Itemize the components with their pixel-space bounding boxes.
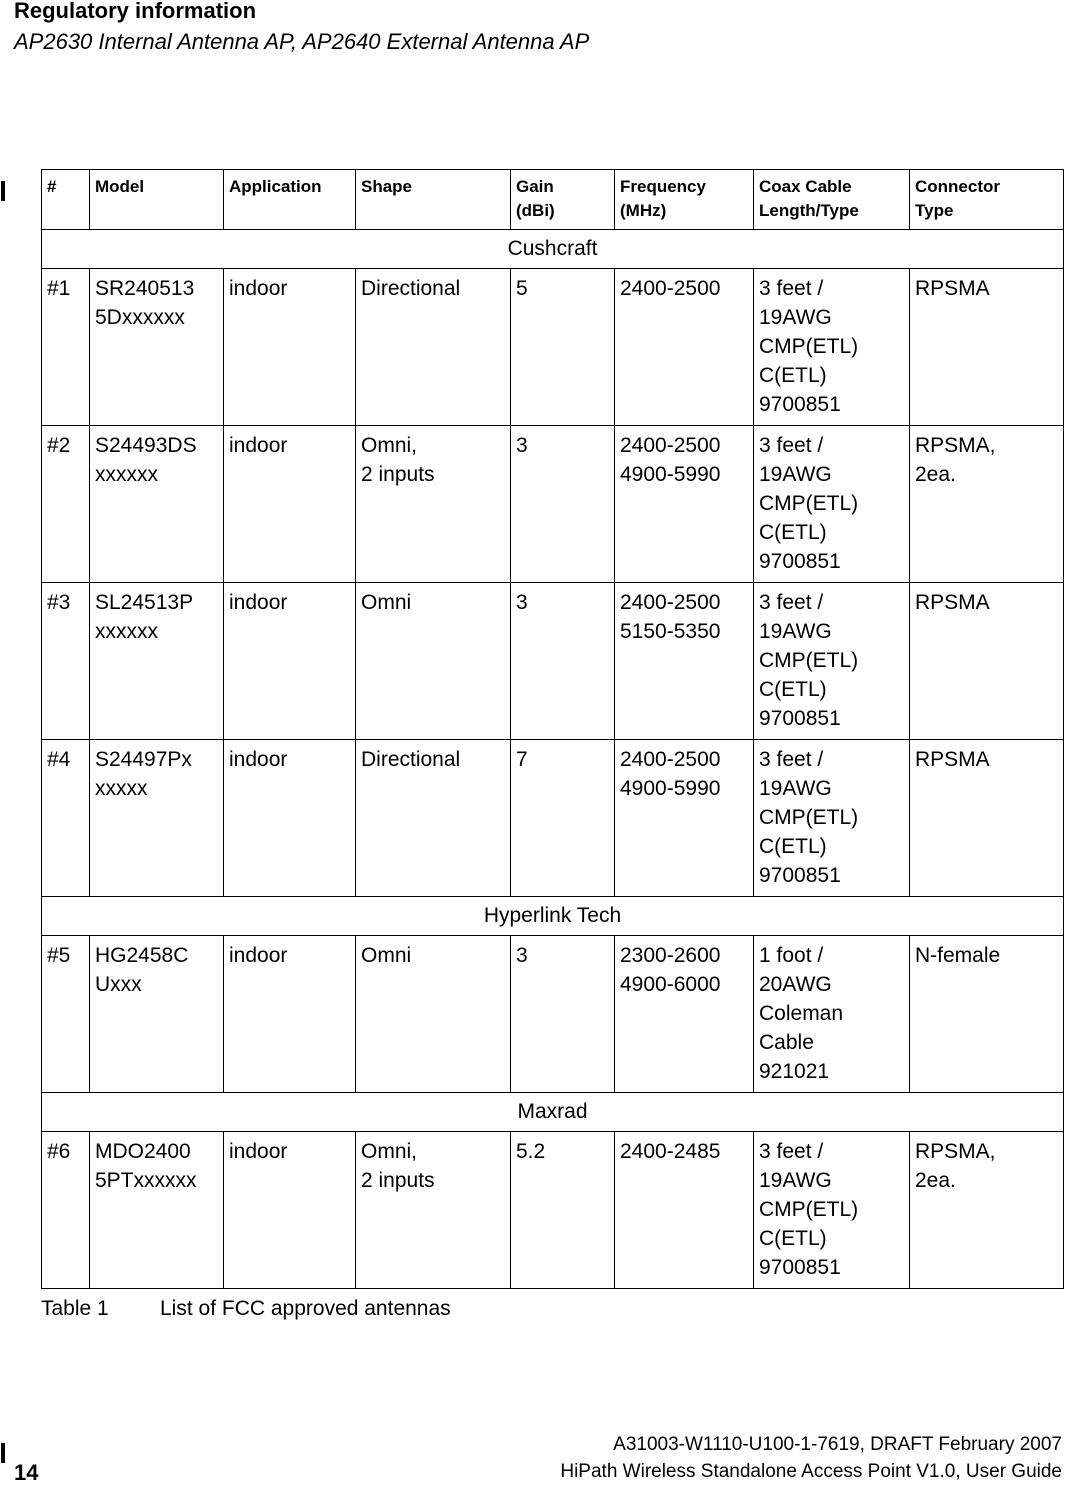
column-header: Application bbox=[224, 170, 356, 230]
cell-number: #4 bbox=[42, 740, 90, 897]
change-bar-top bbox=[1, 181, 5, 201]
column-header: Gain (dBi) bbox=[511, 170, 615, 230]
column-header: # bbox=[42, 170, 90, 230]
cell-application: indoor bbox=[224, 1132, 356, 1289]
cell-gain: 7 bbox=[511, 740, 615, 897]
cell-connector: RPSMA, 2ea. bbox=[910, 1132, 1064, 1289]
cell-number: #2 bbox=[42, 426, 90, 583]
cell-cable: 3 feet / 19AWG CMP(ETL) C(ETL) 9700851 bbox=[754, 426, 910, 583]
cell-application: indoor bbox=[224, 269, 356, 426]
table-caption bbox=[41, 1296, 451, 1322]
table-row bbox=[42, 269, 1064, 426]
page-number: 14 bbox=[14, 1460, 39, 1485]
cell-shape: Omni, 2 inputs bbox=[356, 426, 511, 583]
manufacturer-name: Cushcraft bbox=[42, 230, 1064, 269]
cell-model: S24493DS xxxxxx bbox=[90, 426, 224, 583]
cell-model: SL24513P xxxxxx bbox=[90, 583, 224, 740]
cell-shape: Omni bbox=[356, 936, 511, 1093]
cell-gain: 3 bbox=[511, 583, 615, 740]
table-row bbox=[42, 936, 1064, 1093]
cell-application: indoor bbox=[224, 583, 356, 740]
table-header-row bbox=[42, 170, 1064, 230]
column-header: Coax Cable Length/Type bbox=[754, 170, 910, 230]
table-row bbox=[42, 1132, 1064, 1289]
cell-connector: N-female bbox=[910, 936, 1064, 1093]
cell-model: S24497Px xxxxx bbox=[90, 740, 224, 897]
table-caption-label: Table 1 bbox=[41, 1297, 109, 1320]
running-header-title: Regulatory information bbox=[14, 0, 257, 23]
manufacturer-group-row bbox=[42, 1093, 1064, 1132]
cell-cable: 3 feet / 19AWG CMP(ETL) C(ETL) 9700851 bbox=[754, 1132, 910, 1289]
cell-cable: 3 feet / 19AWG CMP(ETL) C(ETL) 9700851 bbox=[754, 269, 910, 426]
cell-connector: RPSMA, 2ea. bbox=[910, 426, 1064, 583]
change-bar-bottom bbox=[1, 1443, 5, 1463]
cell-frequency: 2400-2500 4900-5990 bbox=[615, 426, 754, 583]
cell-cable: 3 feet / 19AWG CMP(ETL) C(ETL) 9700851 bbox=[754, 740, 910, 897]
cell-connector: RPSMA bbox=[910, 740, 1064, 897]
cell-frequency: 2400-2500 4900-5990 bbox=[615, 740, 754, 897]
running-header-subtitle: AP2630 Internal Antenna AP, AP2640 External Antenna AP bbox=[14, 29, 590, 54]
column-header: Frequency (MHz) bbox=[615, 170, 754, 230]
cell-shape: Directional bbox=[356, 269, 511, 426]
cell-frequency: 2400-2500 5150-5350 bbox=[615, 583, 754, 740]
cell-gain: 3 bbox=[511, 426, 615, 583]
manufacturer-name: Maxrad bbox=[42, 1093, 1064, 1132]
cell-connector: RPSMA bbox=[910, 269, 1064, 426]
column-header: Shape bbox=[356, 170, 511, 230]
cell-model: HG2458C Uxxx bbox=[90, 936, 224, 1093]
cell-frequency: 2400-2485 bbox=[615, 1132, 754, 1289]
manufacturer-group-row bbox=[42, 897, 1064, 936]
cell-shape: Omni, 2 inputs bbox=[356, 1132, 511, 1289]
cell-number: #1 bbox=[42, 269, 90, 426]
footer-doc-id: A31003-W1110-U100-1-7619, DRAFT February 2007 bbox=[613, 1434, 1062, 1455]
table-row bbox=[42, 583, 1064, 740]
antenna-table bbox=[41, 169, 1064, 1289]
cell-gain: 5.2 bbox=[511, 1132, 615, 1289]
cell-number: #5 bbox=[42, 936, 90, 1093]
table-caption-text: List of FCC approved antennas bbox=[160, 1297, 451, 1320]
cell-gain: 5 bbox=[511, 269, 615, 426]
cell-connector: RPSMA bbox=[910, 583, 1064, 740]
cell-cable: 3 feet / 19AWG CMP(ETL) C(ETL) 9700851 bbox=[754, 583, 910, 740]
table-row bbox=[42, 426, 1064, 583]
cell-model: SR240513 5Dxxxxxx bbox=[90, 269, 224, 426]
cell-number: #6 bbox=[42, 1132, 90, 1289]
cell-frequency: 2400-2500 bbox=[615, 269, 754, 426]
manufacturer-group-row bbox=[42, 230, 1064, 269]
cell-number: #3 bbox=[42, 583, 90, 740]
cell-shape: Omni bbox=[356, 583, 511, 740]
cell-application: indoor bbox=[224, 740, 356, 897]
cell-frequency: 2300-2600 4900-6000 bbox=[615, 936, 754, 1093]
column-header: Connector Type bbox=[910, 170, 1064, 230]
cell-application: indoor bbox=[224, 426, 356, 583]
column-header: Model bbox=[90, 170, 224, 230]
document-footer bbox=[560, 1431, 1062, 1485]
manufacturer-name: Hyperlink Tech bbox=[42, 897, 1064, 936]
cell-application: indoor bbox=[224, 936, 356, 1093]
footer-doc-title: HiPath Wireless Standalone Access Point V1.0, User Guide bbox=[560, 1461, 1062, 1482]
cell-model: MDO2400 5PTxxxxxx bbox=[90, 1132, 224, 1289]
cell-shape: Directional bbox=[356, 740, 511, 897]
cell-cable: 1 foot / 20AWG Coleman Cable 921021 bbox=[754, 936, 910, 1093]
table-row bbox=[42, 740, 1064, 897]
cell-gain: 3 bbox=[511, 936, 615, 1093]
